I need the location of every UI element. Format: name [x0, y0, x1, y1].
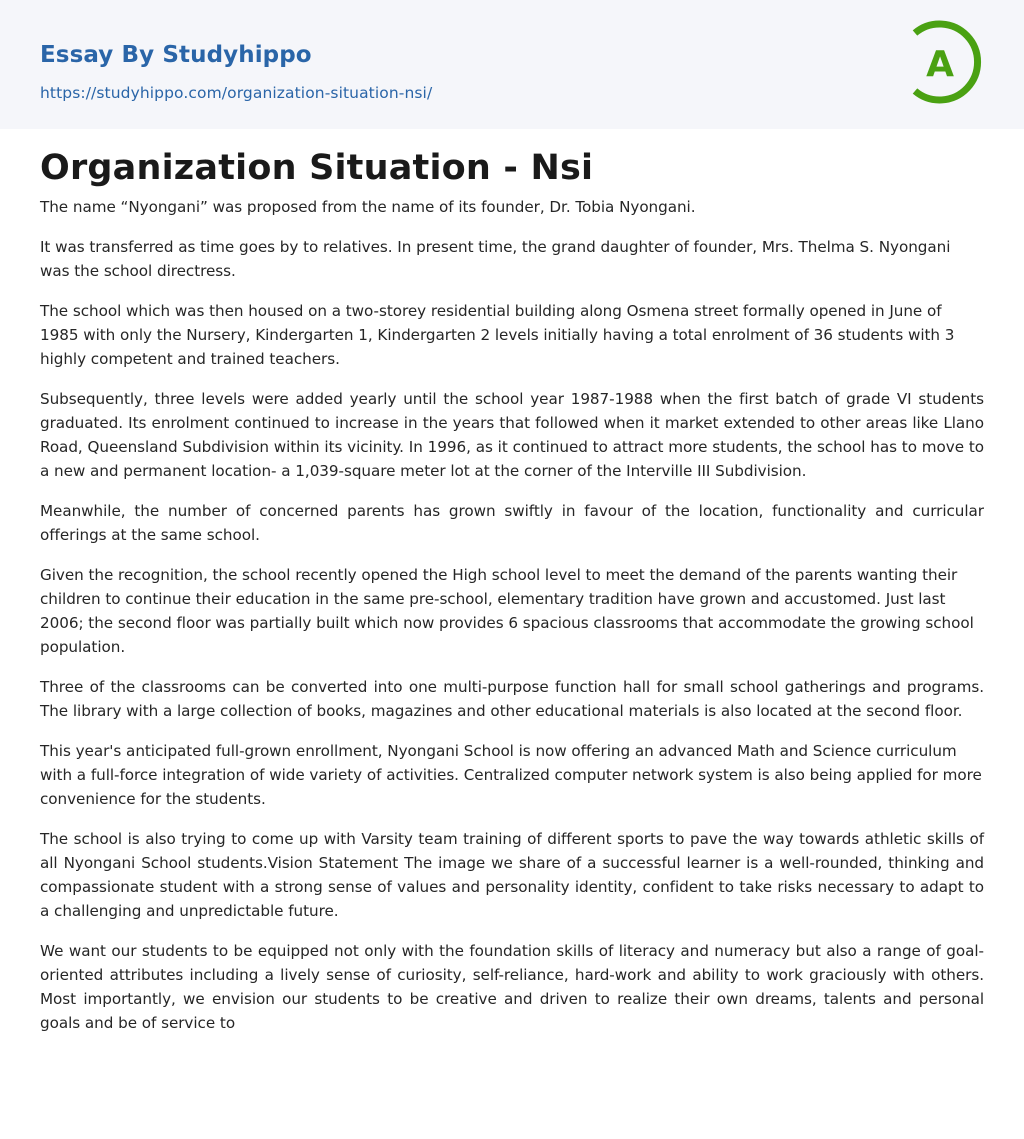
article	[0, 129, 1024, 1091]
article-paragraph: Meanwhile, the number of concerned parents has grown swiftly in favour of the location, functionality and curricular offerings at the same school.	[40, 502, 984, 544]
page-title: Organization Situation - Nsi	[40, 148, 594, 188]
article-paragraph: Given the recognition, the school recently opened the High school level to meet the demand of the parents wanting their children to continue their education in the same pre-school, elementary tradition have grown and accustomed. Just last 2006; the second floor was partially built which now provides 6 spacious classrooms that accommodate the growing school population.	[40, 566, 974, 656]
article-paragraph: We want our students to be equipped not only with the foundation skills of literacy and numeracy but also a range of goal- oriented attributes including a lively sense of curiosity, self-reliance, hard-work and ability to work graciously with others. Most importantly, we envision our students to be creative and driven to realize their own dreams, talents and personal goals and be of service to	[40, 942, 984, 1032]
article-paragraph: This year's anticipated full-grown enrollment, Nyongani School is now offering an advanced Math and Science curriculum with a full-force integration of wide variety of activities. Centralized computer network system is also being applied for more convenience for the students.	[40, 742, 982, 808]
article-paragraph: It was transferred as time goes by to relatives. In present time, the grand daughter of founder, Mrs. Thelma S. Nyongani was the school directress.	[40, 238, 951, 280]
brand-title[interactable]: Essay By Studyhippo	[40, 42, 312, 68]
article-paragraph: Three of the classrooms can be converted into one multi-purpose function hall for small school gatherings and programs. The library with a large collection of books, magazines and other educational materials is also located at the second floor.	[40, 678, 984, 720]
studyhippo-logo-icon[interactable]	[906, 18, 990, 106]
article-paragraph: The school is also trying to come up with Varsity team training of different sports to pave the way towards athletic skills of all Nyongani School students.Vision Statement The image we share of a successful learner is a well-rounded, thinking and compassionate student with a strong sense of values and personality identity, confident to take risks necessary to adapt to a challenging and unpredictable future.	[40, 830, 984, 920]
article-paragraph: The school which was then housed on a two-storey residential building along Osmena street formally opened in June of 1985 with only the Nursery, Kindergarten 1, Kindergarten 2 levels initially having a total enrolment of 36 students with 3 highly competent and trained teachers.	[40, 302, 955, 368]
site-header	[0, 0, 1024, 129]
article-paragraph: Subsequently, three levels were added yearly until the school year 1987-1988 when the first batch of grade VI students graduated. Its enrolment continued to increase in the years that followed when it market extended to other areas like Llano Road, Queensland Subdivision within its vicinity. In 1996, as it continued to attract more students, the school has to move to a new and permanent location- a 1,039-square meter lot at the corner of the Interville III Subdivision.	[40, 390, 984, 480]
article-paragraph: The name “Nyongani” was proposed from the name of its founder, Dr. Tobia Nyongani.	[40, 198, 696, 216]
logo-letter: A	[926, 44, 954, 85]
source-url-link[interactable]: https://studyhippo.com/organization-situation-nsi/	[40, 84, 433, 102]
